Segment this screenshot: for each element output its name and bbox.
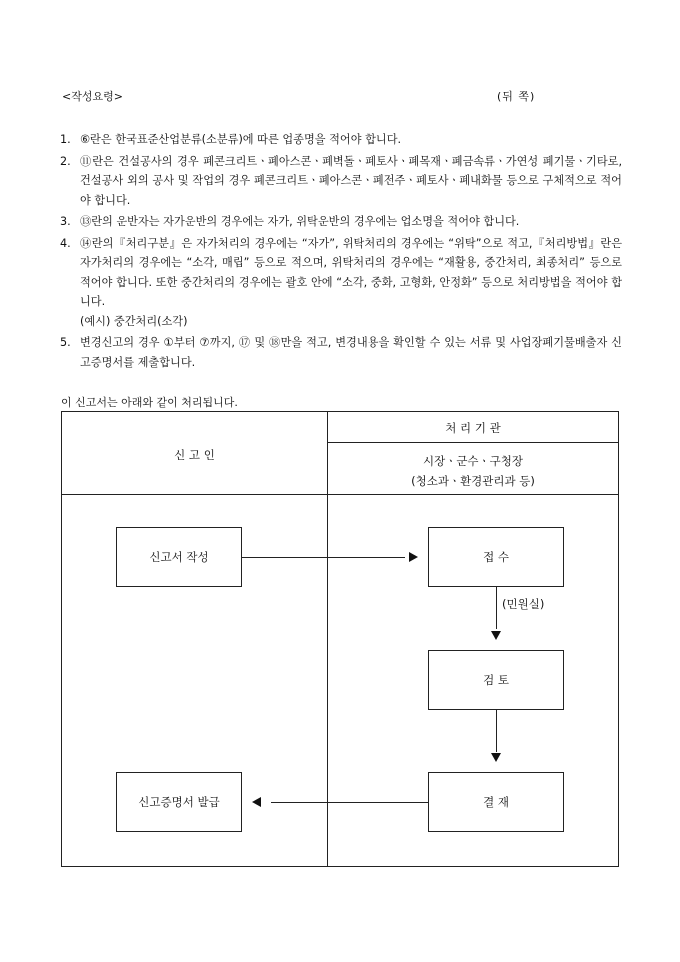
agency-header: 처 리 기 관 [445,421,501,435]
step-receive-box: 접 수 [428,527,564,587]
arrow-left-icon [252,797,261,807]
arrow-down-icon [491,753,501,762]
step-review-box: 검 토 [428,650,564,710]
instruction-item-2: 2. ⑪란은 건설공사의 경우 폐콘크리트ㆍ폐아스콘ㆍ폐벽돌ㆍ폐토사ㆍ폐목재ㆍ폐금속류ㆍ가연성 폐기물ㆍ기타로, 건설공사 외의 공사 및 작업의 경우 폐콘크리트ㆍ폐아스콘ㆍ폐전주ㆍ폐토사ㆍ폐내화물 등으로 구체적으로 적어야 합니다. [60,154,622,207]
instruction-item-5: 5. 변경신고의 경우 ①부터 ⑦까지, ⑰ 및 ⑱만을 적고, 변경내용을 확인할 수 있는 서류 및 사업장폐기물배출자 신고증명서를 제출합니다. [60,336,622,369]
instruction-example: (예시) 중간처리(소각) [80,314,188,328]
instruction-item-3: 3. ⑬란의 운반자는 자가운반의 경우에는 자가, 위탁운반의 경우에는 업소명을 적어야 합니다. [60,215,520,228]
instruction-item-4: 4. ⑭란의『처리구분』은 자가처리의 경우에는 “자가”, 위탁처리의 경우에는 “위탁”으로 적고,『처리방법』란은 자가처리의 경우에는 “소각, 매립” 등으로 적으며, 위탁처리의 경우에는 “재활용, 중간처리, 최종처리” 등으로 적어야 합니다. 또한 중간처리의 경우에는 괄호 안에 “소각, 중화, 고형화, 안정화” 등으로 처리방법을 적어야 합니다. (예시) 중간처리(소각) [60,234,622,332]
arrow-review-to-approve [496,710,497,752]
arrow-right-icon [409,552,418,562]
receive-office-note: (민원실) [502,597,545,611]
applicant-header: 신 고 인 [174,448,215,462]
arrow-write-to-receive [242,557,405,558]
arrow-down-icon [491,631,501,640]
arrow-approve-to-issue [271,802,428,803]
page-side-label: (뒤 쪽) [497,90,536,103]
arrow-receive-to-review [496,587,497,629]
instruction-item-1: 1. ⑥란은 한국표준산업분류(소분류)에 따른 업종명을 적어야 합니다. [60,133,402,146]
guide-title: <작성요령> [62,90,123,103]
instructions-list [60,130,622,374]
agency-department: (청소과ㆍ환경관리과 등) [411,474,535,488]
step-issue-box: 신고증명서 발급 [116,772,242,832]
step-write-box: 신고서 작성 [116,527,242,587]
process-intro: 이 신고서는 아래와 같이 처리됩니다. [61,396,238,409]
process-diagram [61,411,619,867]
header-divider [62,494,618,495]
step-approve-box: 결 재 [428,772,564,832]
agency-divider [327,442,618,443]
agency-name: 시장ㆍ군수ㆍ구청장 [423,454,523,468]
